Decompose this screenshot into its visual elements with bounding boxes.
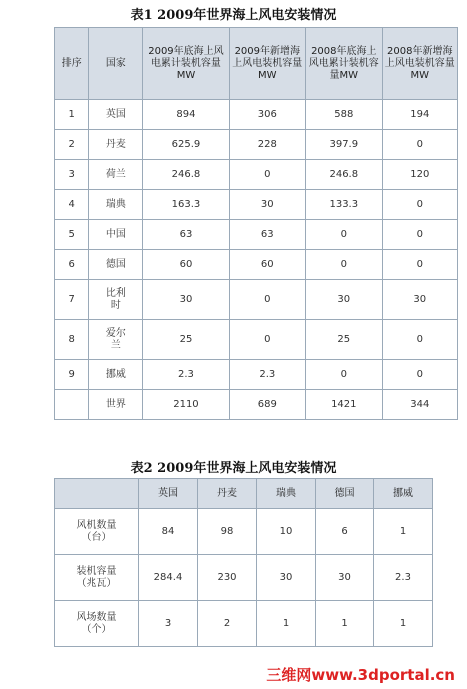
rank-cell: 1 — [55, 100, 89, 130]
rank-cell: 2 — [55, 130, 89, 160]
value-cell: 2 — [198, 601, 257, 647]
table-row — [55, 360, 458, 390]
value-cell: 25 — [306, 320, 383, 360]
value-cell: 689 — [229, 390, 306, 420]
value-cell: 30 — [257, 555, 316, 601]
value-cell: 230 — [198, 555, 257, 601]
header-blank — [55, 479, 139, 509]
value-cell: 30 — [229, 190, 306, 220]
table-row — [55, 190, 458, 220]
rank-cell — [55, 390, 89, 420]
header-germany: 德国 — [316, 479, 374, 509]
watermark-url: www.3dportal.cn — [311, 666, 455, 684]
table1-header-row — [55, 28, 458, 100]
metric-label: 装机容量（兆瓦） — [55, 555, 139, 601]
value-cell: 133.3 — [306, 190, 383, 220]
country-cell: 中国 — [89, 220, 143, 250]
value-cell: 3 — [139, 601, 198, 647]
watermark — [266, 664, 455, 685]
value-cell: 6 — [316, 509, 374, 555]
value-cell: 228 — [229, 130, 306, 160]
value-cell: 588 — [306, 100, 383, 130]
value-cell: 0 — [382, 360, 457, 390]
value-cell: 2.3 — [143, 360, 229, 390]
value-cell: 894 — [143, 100, 229, 130]
table1-title: 表1 2009年世界海上风电安装情况 — [130, 8, 337, 23]
header-2009-new: 2009年新增海上风电装机容量MW — [229, 28, 306, 100]
rank-cell: 6 — [55, 250, 89, 280]
country-cell: 挪威 — [89, 360, 143, 390]
value-cell: 1 — [257, 601, 316, 647]
table-row — [55, 220, 458, 250]
country-cell: 丹麦 — [89, 130, 143, 160]
table-row — [55, 280, 458, 320]
rank-cell: 5 — [55, 220, 89, 250]
table-row — [55, 250, 458, 280]
value-cell: 0 — [306, 250, 383, 280]
value-cell: 2110 — [143, 390, 229, 420]
rank-cell: 9 — [55, 360, 89, 390]
value-cell: 30 — [143, 280, 229, 320]
value-cell: 284.4 — [139, 555, 198, 601]
header-sweden: 瑞典 — [257, 479, 316, 509]
value-cell: 63 — [229, 220, 306, 250]
value-cell: 1421 — [306, 390, 383, 420]
value-cell: 163.3 — [143, 190, 229, 220]
table-row — [55, 601, 433, 647]
table2-title: 表2 2009年世界海上风电安装情况 — [130, 461, 337, 476]
country-cell: 英国 — [89, 100, 143, 130]
value-cell: 60 — [229, 250, 306, 280]
table-row — [55, 130, 458, 160]
value-cell: 10 — [257, 509, 316, 555]
value-cell: 0 — [382, 220, 457, 250]
country-cell: 德国 — [89, 250, 143, 280]
value-cell: 0 — [229, 320, 306, 360]
metric-label: 风场数量（个） — [55, 601, 139, 647]
header-denmark: 丹麦 — [198, 479, 257, 509]
table2-header-row — [55, 479, 433, 509]
value-cell: 30 — [316, 555, 374, 601]
value-cell: 0 — [306, 220, 383, 250]
offshore-wind-table-1 — [54, 27, 458, 420]
value-cell: 1 — [374, 601, 433, 647]
value-cell: 0 — [382, 190, 457, 220]
header-rank: 排序 — [55, 28, 89, 100]
value-cell: 246.8 — [306, 160, 383, 190]
header-2008-cumulative: 2008年底海上风电累计装机容量MW — [306, 28, 383, 100]
country-cell: 瑞典 — [89, 190, 143, 220]
watermark-brand: 三维网 — [266, 666, 312, 684]
table-row — [55, 160, 458, 190]
header-norway: 挪威 — [374, 479, 433, 509]
value-cell: 0 — [229, 160, 306, 190]
value-cell: 30 — [306, 280, 383, 320]
table-row-total — [55, 390, 458, 420]
value-cell: 0 — [382, 250, 457, 280]
value-cell: 0 — [306, 360, 383, 390]
value-cell: 344 — [382, 390, 457, 420]
table-row — [55, 555, 433, 601]
header-uk: 英国 — [139, 479, 198, 509]
value-cell: 0 — [229, 280, 306, 320]
offshore-wind-table-2 — [54, 478, 433, 647]
rank-cell: 3 — [55, 160, 89, 190]
value-cell: 63 — [143, 220, 229, 250]
value-cell: 397.9 — [306, 130, 383, 160]
header-2009-cumulative: 2009年底海上风电累计装机容量MW — [143, 28, 229, 100]
value-cell: 306 — [229, 100, 306, 130]
value-cell: 84 — [139, 509, 198, 555]
value-cell: 194 — [382, 100, 457, 130]
value-cell: 2.3 — [374, 555, 433, 601]
value-cell: 2.3 — [229, 360, 306, 390]
rank-cell: 7 — [55, 280, 89, 320]
country-cell: 比利时 — [89, 280, 143, 320]
table-row — [55, 100, 458, 130]
country-cell: 世界 — [89, 390, 143, 420]
value-cell: 0 — [382, 320, 457, 360]
value-cell: 246.8 — [143, 160, 229, 190]
header-2008-new: 2008年新增海上风电装机容量MW — [382, 28, 457, 100]
metric-label: 风机数量（台） — [55, 509, 139, 555]
value-cell: 25 — [143, 320, 229, 360]
header-country: 国家 — [89, 28, 143, 100]
value-cell: 1 — [374, 509, 433, 555]
value-cell: 0 — [382, 130, 457, 160]
value-cell: 120 — [382, 160, 457, 190]
value-cell: 1 — [316, 601, 374, 647]
value-cell: 98 — [198, 509, 257, 555]
country-cell: 爱尔兰 — [89, 320, 143, 360]
value-cell: 30 — [382, 280, 457, 320]
rank-cell: 4 — [55, 190, 89, 220]
table-row — [55, 320, 458, 360]
table-row — [55, 509, 433, 555]
rank-cell: 8 — [55, 320, 89, 360]
country-cell: 荷兰 — [89, 160, 143, 190]
value-cell: 60 — [143, 250, 229, 280]
value-cell: 625.9 — [143, 130, 229, 160]
